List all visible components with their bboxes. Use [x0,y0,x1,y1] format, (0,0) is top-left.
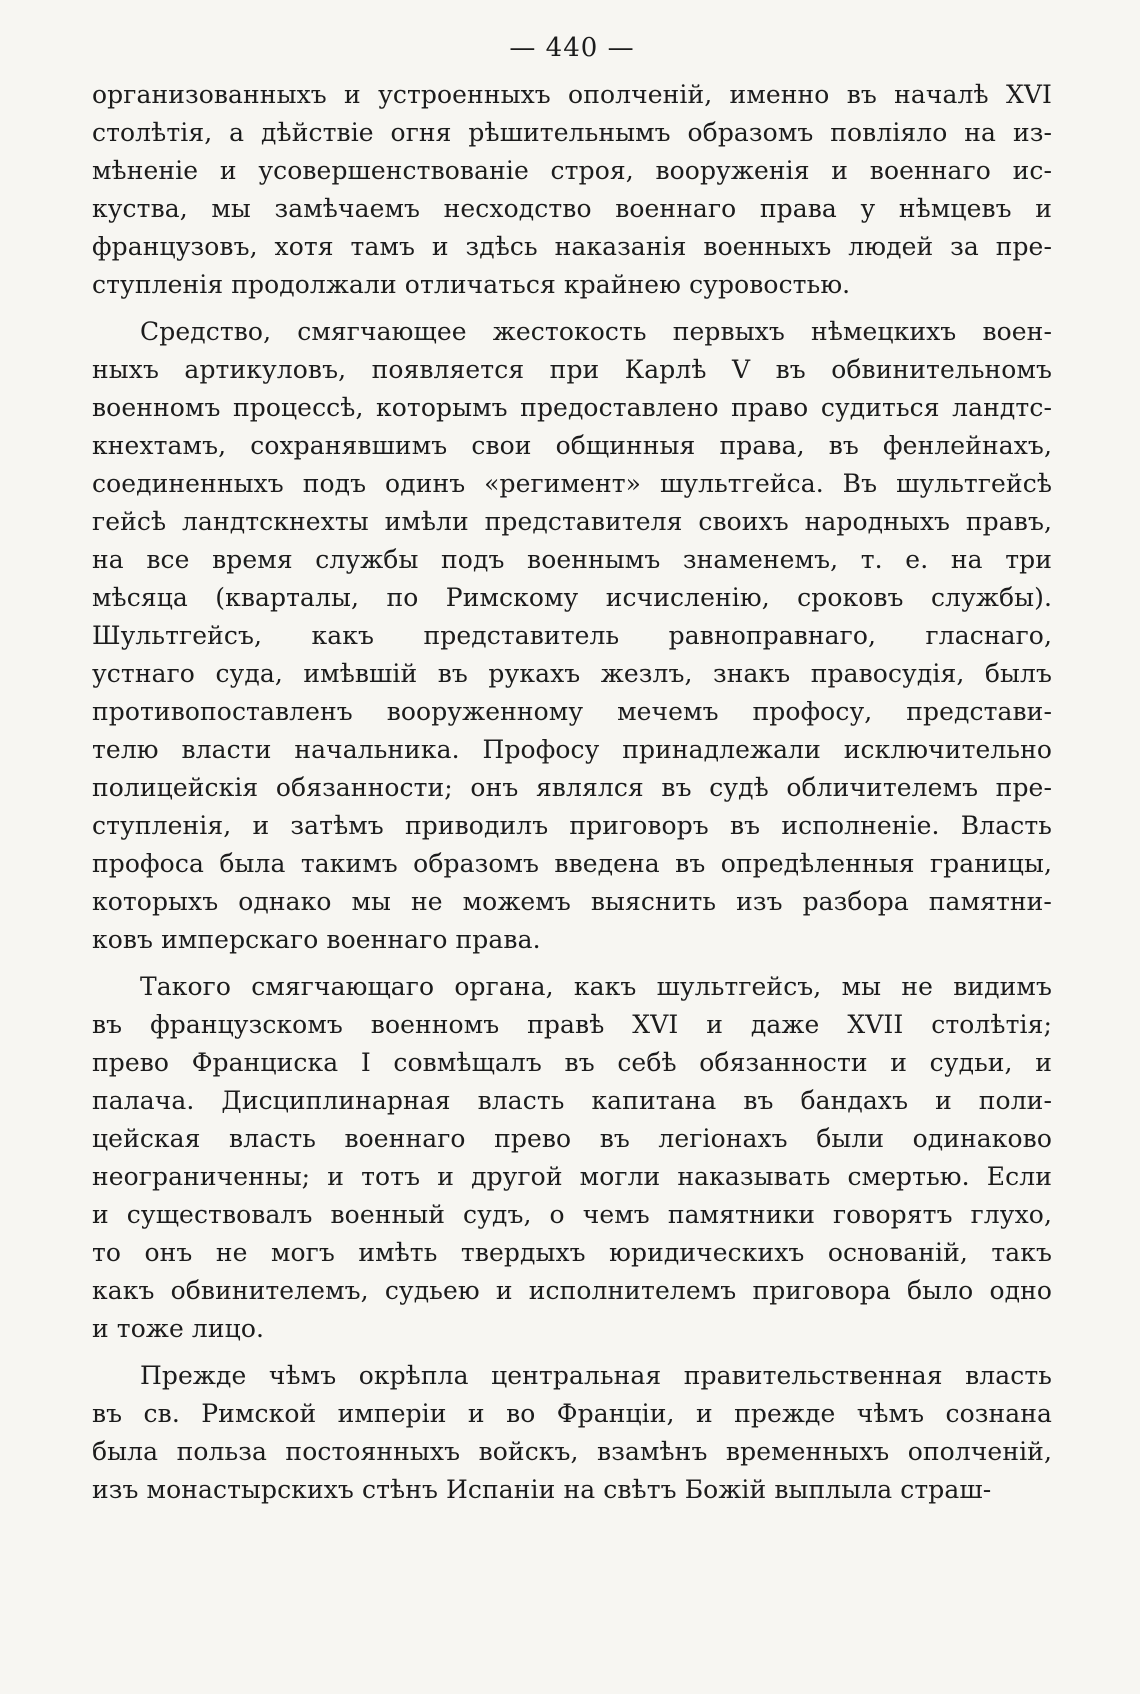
text-line: ныхъ артикуловъ, появляется при Карлѣ V въ обвинительномъ [92,355,1052,384]
text-line: военномъ процессѣ, которымъ предоставлено право судиться ландтс- [92,393,1052,422]
text-line: палача. Дисциплинарная власть капитана въ бандахъ и поли- [92,1086,1052,1115]
text-line: то онъ не могъ имѣть твердыхъ юридическихъ основаній, такъ [92,1238,1052,1267]
paragraph [92,76,1052,304]
text-line: на все время службы подъ военнымъ знаменемъ, т. е. на три [92,545,1052,574]
text-line: противопоставленъ вооруженному мечемъ профосу, представи- [92,697,1052,726]
text-line: которыхъ однако мы не можемъ выяснить изъ разбора памятни- [92,887,1052,916]
text-line: была польза постоянныхъ войскъ, взамѣнъ временныхъ ополченій, [92,1437,1052,1466]
text-line: куства, мы замѣчаемъ несходство военнаго права у нѣмцевъ и [92,194,1052,223]
text-line: устнаго суда, имѣвшій въ рукахъ жезлъ, знакъ правосудія, былъ [92,659,1052,688]
text-line: Такого смягчающаго органа, какъ шультгейсъ, мы не видимъ [140,972,1052,1001]
text-line: въ французскомъ военномъ правѣ XVI и даже XVII столѣтія; [92,1010,1052,1039]
text-line: полицейскія обязанности; онъ являлся въ судѣ обличителемъ пре- [92,773,1052,802]
text-line: ковъ имперскаго военнаго права. [92,925,541,954]
text-line: мѣненіе и усовершенствованіе строя, вооруженія и военнаго ис- [92,156,1052,185]
text-line: ступленія продолжали отличаться крайнею суровостью. [92,270,851,299]
paragraph [92,1357,1052,1509]
text-line: изъ монастырскихъ стѣнъ Испаніи на свѣтъ Божій выплыла страш- [92,1475,992,1504]
text-line: Шультгейсъ, какъ представитель равноправнаго, гласнаго, [92,621,1052,650]
book-page [92,28,1052,1668]
paragraph [92,968,1052,1348]
text-line: какъ обвинителемъ, судьею и исполнителемъ приговора было одно [92,1276,1052,1305]
text-line: прево Франциска I совмѣщалъ въ себѣ обязанности и судьи, и [92,1048,1052,1077]
text-line: профоса была такимъ образомъ введена въ опредѣленныя границы, [92,849,1052,878]
text-line: организованныхъ и устроенныхъ ополченій, именно въ началѣ XVI [92,80,1052,109]
text-line: цейская власть военнаго прево въ легіонахъ были одинаково [92,1124,1052,1153]
paragraph [92,313,1052,959]
text-line: мѣсяца (кварталы, по Римскому исчисленію, сроковъ службы). [92,583,1052,612]
text-line: и существовалъ военный судъ, о чемъ памятники говорятъ глухо, [92,1200,1052,1229]
text-line: и тоже лицо. [92,1314,265,1343]
paragraph-gap [92,959,1052,968]
text-line: телю власти начальника. Профосу принадлежали исключительно [92,735,1052,764]
text-line: Средство, смягчающее жестокость первыхъ нѣмецкихъ воен- [140,317,1052,346]
text-line: французовъ, хотя тамъ и здѣсь наказанія военныхъ людей за пре- [92,232,1052,261]
text-body [92,76,1052,1509]
text-line: въ св. Римской имперіи и во Франціи, и прежде чѣмъ сознана [92,1399,1052,1428]
paragraph-gap [92,1348,1052,1357]
text-line: Прежде чѣмъ окрѣпла центральная правительственная власть [140,1361,1052,1390]
text-line: неограниченны; и тотъ и другой могли наказывать смертью. Если [92,1162,1052,1191]
text-line: ступленія, и затѣмъ приводилъ приговоръ въ исполненіе. Власть [92,811,1052,840]
text-line: соединенныхъ подъ одинъ «регимент» шультгейса. Въ шультгейсѣ [92,469,1052,498]
paragraph-gap [92,304,1052,313]
text-line: гейсѣ ландтскнехты имѣли представителя своихъ народныхъ правъ, [92,507,1052,536]
text-line: столѣтія, а дѣйствіе огня рѣшительнымъ образомъ повліяло на из- [92,118,1052,147]
page-number: — 440 — [509,33,635,63]
text-line: кнехтамъ, сохранявшимъ свои общинныя права, въ фенлейнахъ, [92,431,1052,460]
